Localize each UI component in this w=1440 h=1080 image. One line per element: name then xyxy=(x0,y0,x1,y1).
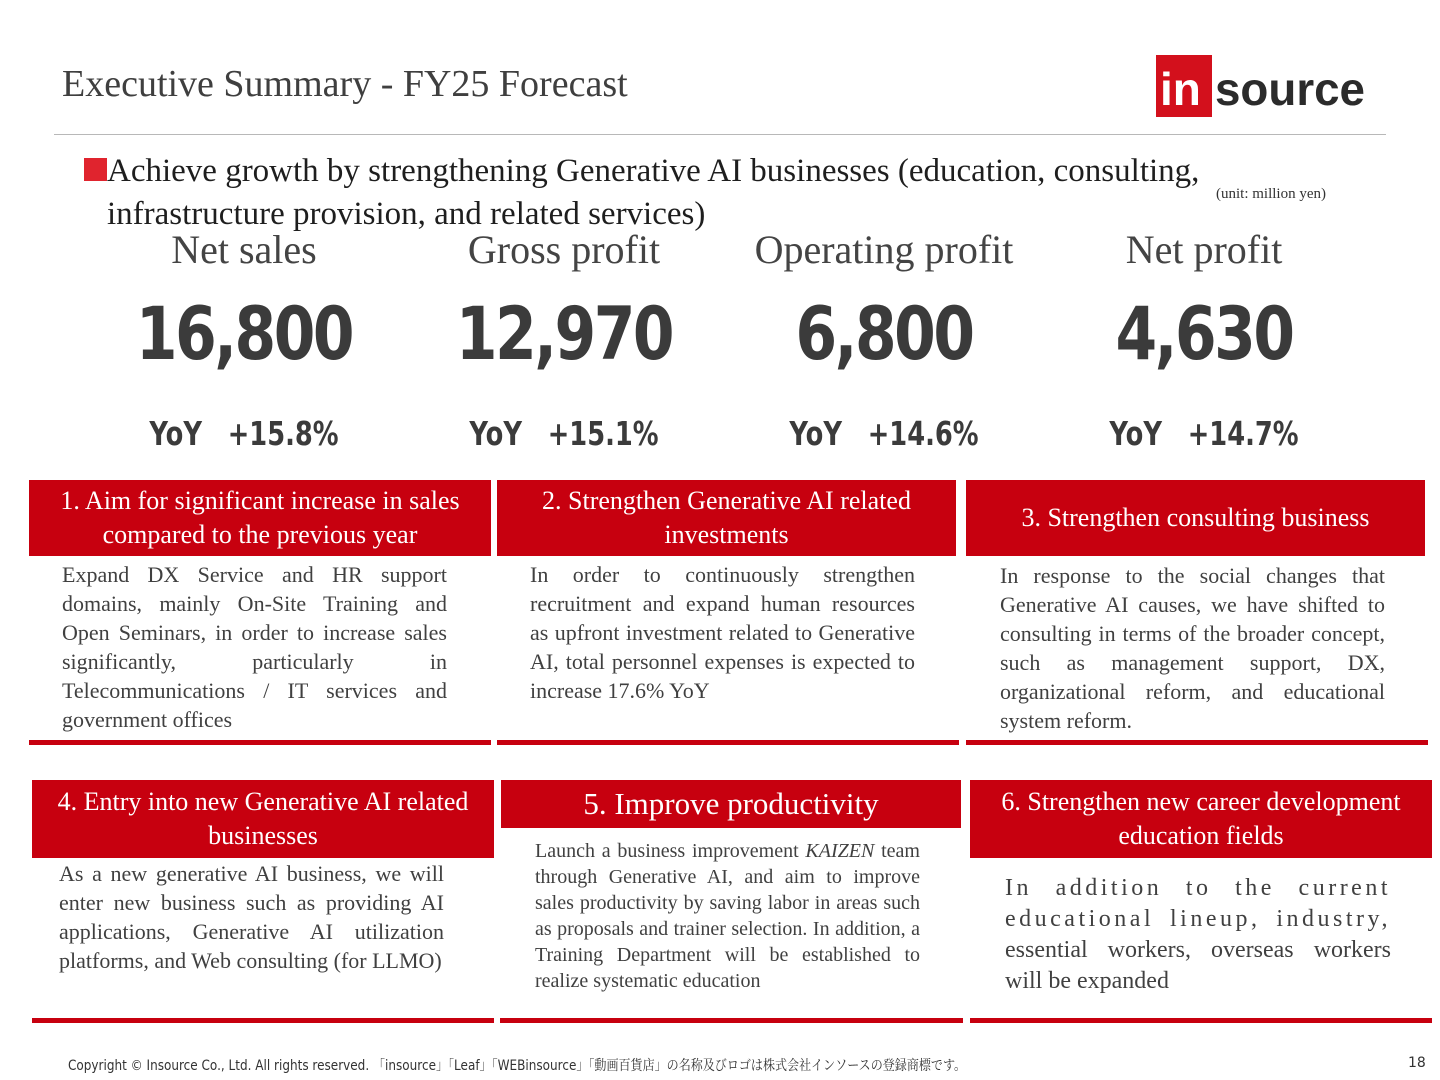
card-body: Expand DX Service and HR support domains, mainly On-Site Training and Open Seminars, in order to increase sales significantly, particularly in Telecommunications / IT services and government offices xyxy=(62,562,447,732)
kpi-value-net-sales: 16,800 xyxy=(135,292,353,377)
header-divider xyxy=(54,134,1386,135)
kpi-label-operating-profit: Operating profit xyxy=(754,227,1014,272)
card-title: 3. Strengthen consulting business xyxy=(966,480,1425,556)
card-title: 4. Entry into new Generative AI related businesses xyxy=(32,780,494,858)
card-body: Launch a business improvement KAIZEN team through Generative AI, and aim to improve sales productivity by saving labor in areas such as proposals and trainer selection. In addition, a Training Department will be established to realize systematic education xyxy=(535,840,920,992)
kpi-label-net-sales: Net sales xyxy=(171,227,317,272)
card-title: 6. Strengthen new career development education fields xyxy=(970,780,1432,858)
card-title: 1. Aim for significant increase in sales compared to the previous year xyxy=(29,480,491,556)
card-underline xyxy=(29,740,491,745)
kpi-value-net-profit: 4,630 xyxy=(1115,292,1293,377)
card-body: In response to the social changes that Generative AI causes, we have shifted to consulting in terms of the broader concept, such as management support, DX, organizational reform, and educational system reform. xyxy=(1000,563,1385,733)
card-body: In addition to the current educational lineup, industry, essential workers, overseas workers will be expanded xyxy=(1005,875,1391,994)
card-underline xyxy=(970,1018,1432,1023)
kpi-label-net-profit: Net profit xyxy=(1125,227,1283,272)
page-title: Executive Summary - FY25 Forecast xyxy=(62,63,628,105)
svg-text:source: source xyxy=(1215,63,1365,115)
card-underline xyxy=(500,1018,963,1023)
kpi-yoy-gross-profit: YoY +15.1% xyxy=(469,414,659,453)
copyright-footer: Copyright © Insource Co., Ltd. All rights reserved. 「insource」「Leaf」「WEBinsource」「動画百貨店」の名称及びロゴは株式会社インソースの登録商標です。 xyxy=(68,1058,967,1074)
page-number: 18 xyxy=(1408,1055,1426,1071)
insource-logo xyxy=(1156,55,1368,117)
kpi-yoy-operating-profit: YoY +14.6% xyxy=(789,414,979,453)
card-underline xyxy=(32,1018,494,1023)
svg-text:in: in xyxy=(1160,63,1201,115)
kpi-value-operating-profit: 6,800 xyxy=(795,292,973,377)
card-title: 2. Strengthen Generative AI related investments xyxy=(497,480,956,556)
kpi-label-gross-profit: Gross profit xyxy=(467,227,661,272)
card-underline xyxy=(966,740,1428,745)
kpi-yoy-net-profit: YoY +14.7% xyxy=(1109,414,1299,453)
card-title: 5. Improve productivity xyxy=(501,780,961,828)
card-body: In order to continuously strengthen recruitment and expand human resources as upfront investment related to Generative AI, total personnel expenses is expected to increase 17.6% YoY xyxy=(530,562,915,703)
kpi-yoy-net-sales: YoY +15.8% xyxy=(149,414,339,453)
bullet-square-icon xyxy=(84,158,107,181)
headline: Achieve growth by strengthening Generative AI businesses (education, consulting, infrastructure provision, and related services) xyxy=(107,153,1200,232)
kpi-value-gross-profit: 12,970 xyxy=(455,292,673,377)
card-body: As a new generative AI business, we will enter new business such as providing AI applications, Generative AI utilization platforms, and Web consulting (for LLMO) xyxy=(59,861,444,973)
card-underline xyxy=(497,740,959,745)
unit-note: (unit: million yen) xyxy=(1216,186,1326,202)
